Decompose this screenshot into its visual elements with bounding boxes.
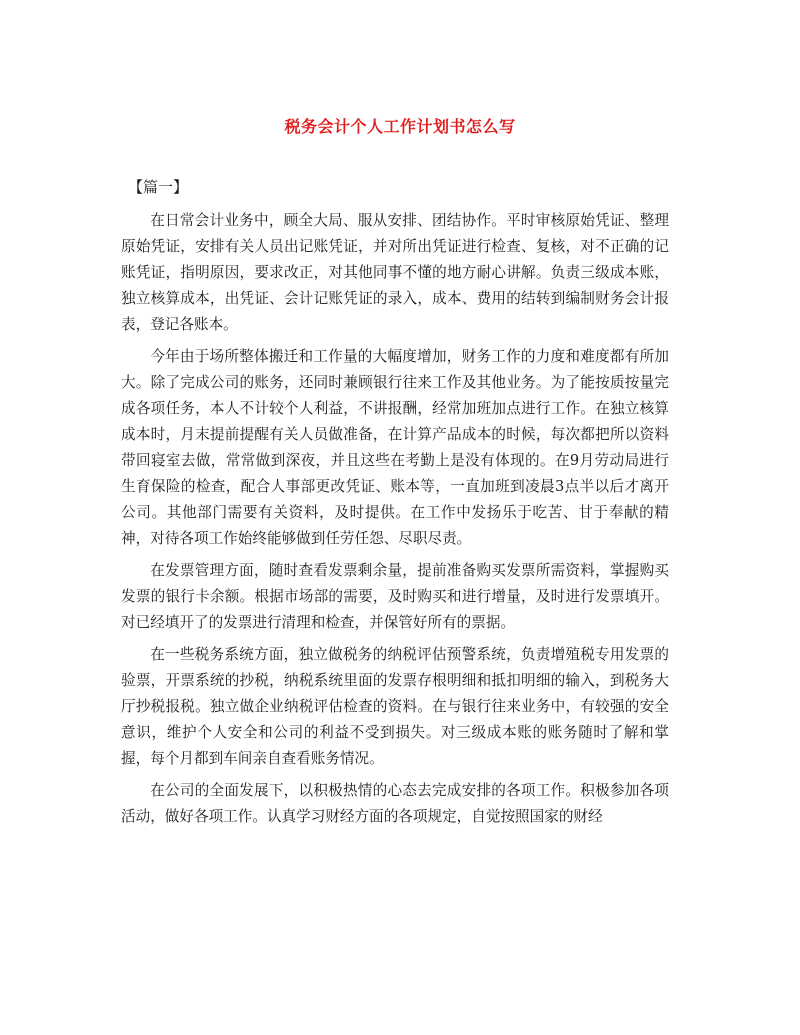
document-body [121,208,669,836]
paragraph-1: 在日常会计业务中，顾全大局、服从安排、团结协作。平时审核原始凭证、整理原始凭证，安排有关人员出记账凭证，并对所出凭证进行检查、复核，对不正确的记账凭证，指明原因，要求改正，对其他同事不懂的地方耐心讲解。负责三级成本账，独立核算成本，出凭证、会计记账凭证的录入，成本、费用的结转到编制财务会计报表，登记各账本。 [121,212,669,333]
paragraph-4: 在一些税务系统方面，独立做税务的纳税评估预警系统，负责增殖税专用发票的验票，开票系统的抄税，纳税系统里面的发票存根明细和抵扣明细的输入，到税务大厅抄税报税。独立做企业纳税评估检查的资料。在与银行往来业务中，有较强的安全意识，维护个人安全和公司的利益不受到损失。对三级成本账的账务随时了解和掌握，每个月都到车间亲自查看账务情况。 [121,646,669,767]
section-heading: 【篇一】 [128,178,189,196]
document-title: 税务会计个人工作计划书怎么写 [284,117,516,136]
paragraph-3: 在发票管理方面，随时查看发票剩余量，提前准备购买发票所需资料，掌握购买发票的银行卡余额。根据市场部的需要，及时购买和进行增量，及时进行发票填开。对已经填开了的发票进行清理和检查，并保管好所有的票据。 [121,562,669,631]
paragraph-2: 今年由于场所整体搬迁和工作量的大幅度增加，财务工作的力度和难度都有所加大。除了完成公司的账务，还同时兼顾银行往来工作及其他业务。为了能按质按量完成各项任务，本人不计较个人利益，不讲报酬，经常加班加点进行工作。在独立核算成本时，月末提前提醒有关人员做准备，在计算产品成本的时候，每次都把所以资料带回寝室去做，常常做到深夜，并且这些在考勤上是没有体现的。在9月劳动局进行生育保险的检查，配合人事部更改凭证、账本等，一直加班到凌晨3点半以后才离开公司。其他部门需要有关资料，及时提供。在工作中发扬乐于吃苦、甘于奉献的精神，对待各项工作始终能够做到任劳任怨、尽职尽责。 [121,348,669,547]
paragraph-5: 在公司的全面发展下，以积极热情的心态去完成安排的各项工作。积极参加各项活动，做好各项工作。认真学习财经方面的各项规定，自觉按照国家的财经 [121,782,669,825]
